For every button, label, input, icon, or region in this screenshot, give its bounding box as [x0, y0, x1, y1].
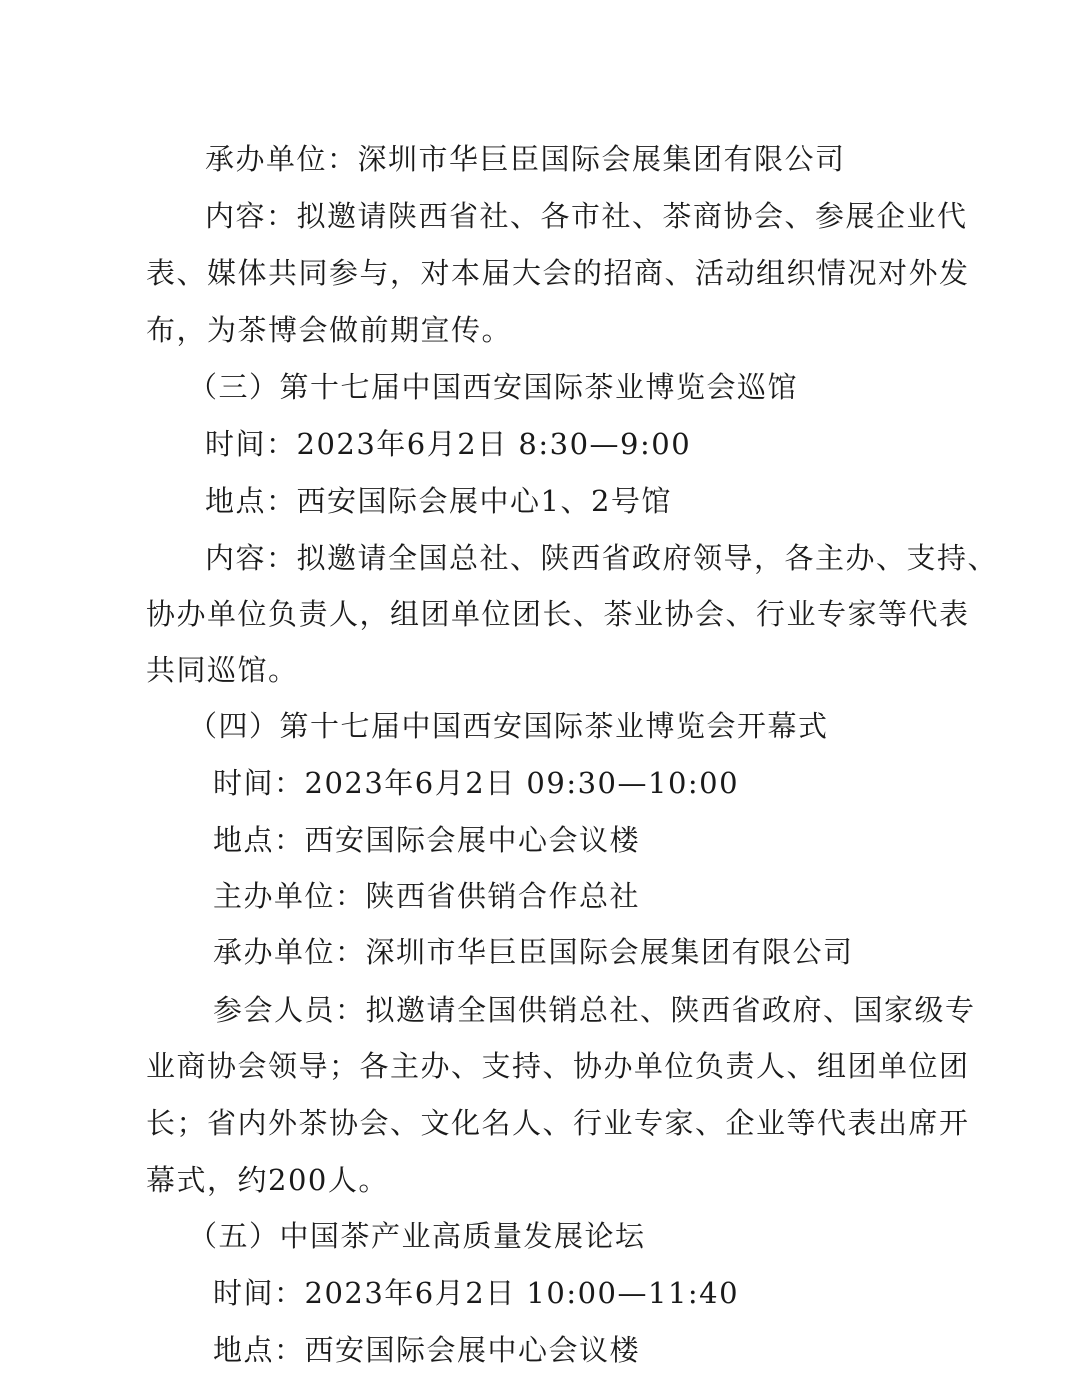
s4-organizer: 承办单位：深圳市华巨臣国际会展集团有限公司 — [213, 935, 854, 969]
s4-heading: （四）第十七届中国西安国际茶业博览会开幕式 — [188, 709, 829, 743]
s4-host: 主办单位：陕西省供销合作总社 — [213, 879, 641, 913]
s4-attendees-line-2: 业商协会领导；各主办、支持、协办单位负责人、组团单位团 — [146, 1049, 970, 1083]
s4-time: 时间：2023年6月2日 09:30—10:00 — [213, 766, 740, 800]
s3-content-line-1: 内容：拟邀请全国总社、陕西省政府领导，各主办、支持、 — [205, 541, 999, 575]
s4-attendees-line-4: 幕式，约200人。 — [146, 1163, 389, 1197]
s2-organizer: 承办单位：深圳市华巨臣国际会展集团有限公司 — [205, 142, 846, 176]
s2-content-line-2: 表、媒体共同参与，对本届大会的招商、活动组织情况对外发 — [146, 256, 970, 290]
s3-place: 地点：西安国际会展中心1、2号馆 — [205, 484, 672, 518]
s3-heading: （三）第十七届中国西安国际茶业博览会巡馆 — [188, 370, 799, 404]
s2-content-line-3: 布，为茶博会做前期宣传。 — [146, 313, 513, 347]
s5-heading: （五）中国茶产业高质量发展论坛 — [188, 1219, 646, 1253]
s5-place: 地点：西安国际会展中心会议楼 — [213, 1333, 641, 1367]
s3-content-line-2: 协办单位负责人，组团单位团长、茶业协会、行业专家等代表 — [146, 597, 970, 631]
s4-attendees-line-1: 参会人员：拟邀请全国供销总社、陕西省政府、国家级专 — [213, 993, 976, 1027]
s2-content-line-1: 内容：拟邀请陕西省社、各市社、茶商协会、参展企业代 — [205, 199, 968, 233]
s3-content-line-3: 共同巡馆。 — [146, 653, 299, 687]
s5-time: 时间：2023年6月2日 10:00—11:40 — [213, 1276, 740, 1310]
s4-place: 地点：西安国际会展中心会议楼 — [213, 823, 641, 857]
s3-time: 时间：2023年6月2日 8:30—9:00 — [205, 427, 692, 461]
s4-attendees-line-3: 长；省内外茶协会、文化名人、行业专家、企业等代表出席开 — [146, 1106, 970, 1140]
